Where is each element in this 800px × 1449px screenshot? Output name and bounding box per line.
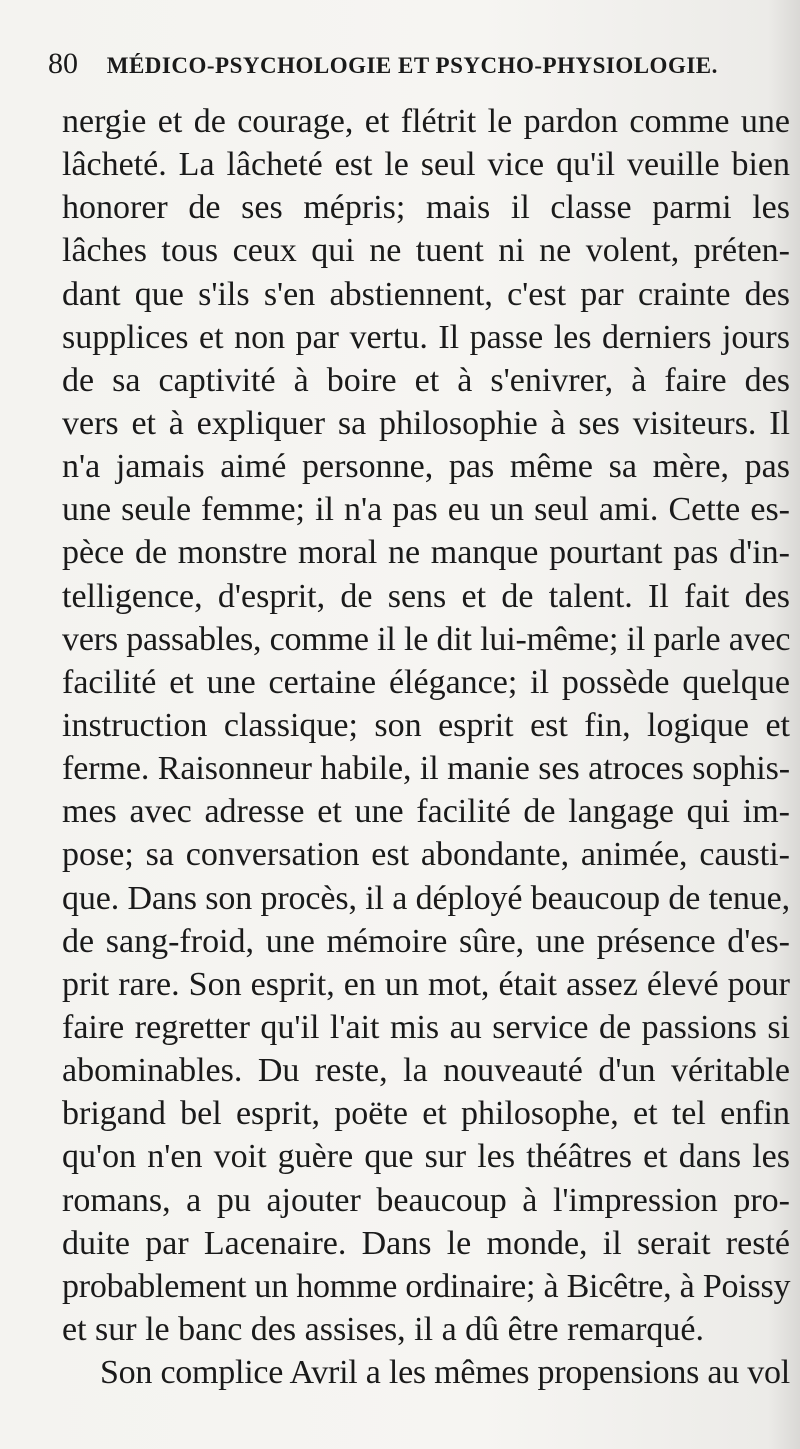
text-line: facilité et une certaine élégance; il possède quelque xyxy=(62,663,790,701)
text-line: dant que s'ils s'en abstiennent, c'est par crainte des xyxy=(62,275,790,313)
text-line: nergie et de courage, et flétrit le pardon comme une xyxy=(62,103,790,140)
text-line: que. Dans son procès, il a déployé beaucoup de tenue, xyxy=(62,879,790,917)
text-line: honorer de ses mépris; mais il classe parmi les xyxy=(62,189,790,227)
text-line: duite par Lacenaire. Dans le monde, il serait resté xyxy=(62,1224,790,1262)
text-line: mes avec adresse et une facilité de langage qui im- xyxy=(62,793,790,831)
page-number: 80 xyxy=(48,47,78,80)
running-head: MÉDICO-PSYCHOLOGIE ET PSYCHO-PHYSIOLOGIE. xyxy=(106,53,718,78)
text-line: instruction classique; son esprit est fin, logique et xyxy=(62,706,790,744)
text-line: telligence, d'esprit, de sens et de talent. Il fait des xyxy=(62,577,790,615)
text-line: une seule femme; il n'a pas eu un seul ami. Cette es- xyxy=(62,491,790,529)
text-line: faire regretter qu'il l'ait mis au service de passions si xyxy=(62,1008,790,1046)
text-line: romans, a pu ajouter beaucoup à l'impression pro- xyxy=(62,1181,790,1219)
text-line: abominables. Du reste, la nouveauté d'un véritable xyxy=(62,1052,790,1090)
text-line: pose; sa conversation est abondante, animée, causti- xyxy=(62,836,790,874)
text-line: probablement un homme ordinaire; à Bicêtre, à Poissy xyxy=(62,1267,791,1305)
text-line: brigand bel esprit, poëte et philosophe, et tel enfin xyxy=(62,1095,790,1133)
page-header xyxy=(48,44,788,86)
text-line: de sa captivité à boire et à s'enivrer, à faire des xyxy=(62,361,790,399)
text-line: de sang-froid, une mémoire sûre, une présence d'es- xyxy=(62,922,790,960)
text-line: ferme. Raisonneur habile, il manie ses atroces sophis- xyxy=(62,750,790,788)
text-line: Son complice Avril a les mêmes propensions au vol xyxy=(100,1354,790,1392)
body-text xyxy=(62,100,790,1394)
text-line: qu'on n'en voit guère que sur les théâtres et dans les xyxy=(62,1138,790,1176)
text-line: lâches tous ceux qui ne tuent ni ne volent, préten- xyxy=(62,232,790,270)
text-line: supplices et non par vertu. Il passe les derniers jours xyxy=(62,318,790,356)
text-line: pèce de monstre moral ne manque pourtant pas d'in- xyxy=(62,534,790,572)
text-line: prit rare. Son esprit, en un mot, était assez élevé pour xyxy=(62,965,790,1003)
text-line: n'a jamais aimé personne, pas même sa mère, pas xyxy=(62,448,790,486)
text-line: vers passables, comme il le dit lui-même; il parle avec xyxy=(62,620,791,658)
text-line: et sur le banc des assises, il a dû être remarqué. xyxy=(62,1310,704,1348)
text-line: vers et à expliquer sa philosophie à ses visiteurs. Il xyxy=(62,404,790,442)
text-line: lâcheté. La lâcheté est le seul vice qu'il veuille bien xyxy=(62,146,790,184)
